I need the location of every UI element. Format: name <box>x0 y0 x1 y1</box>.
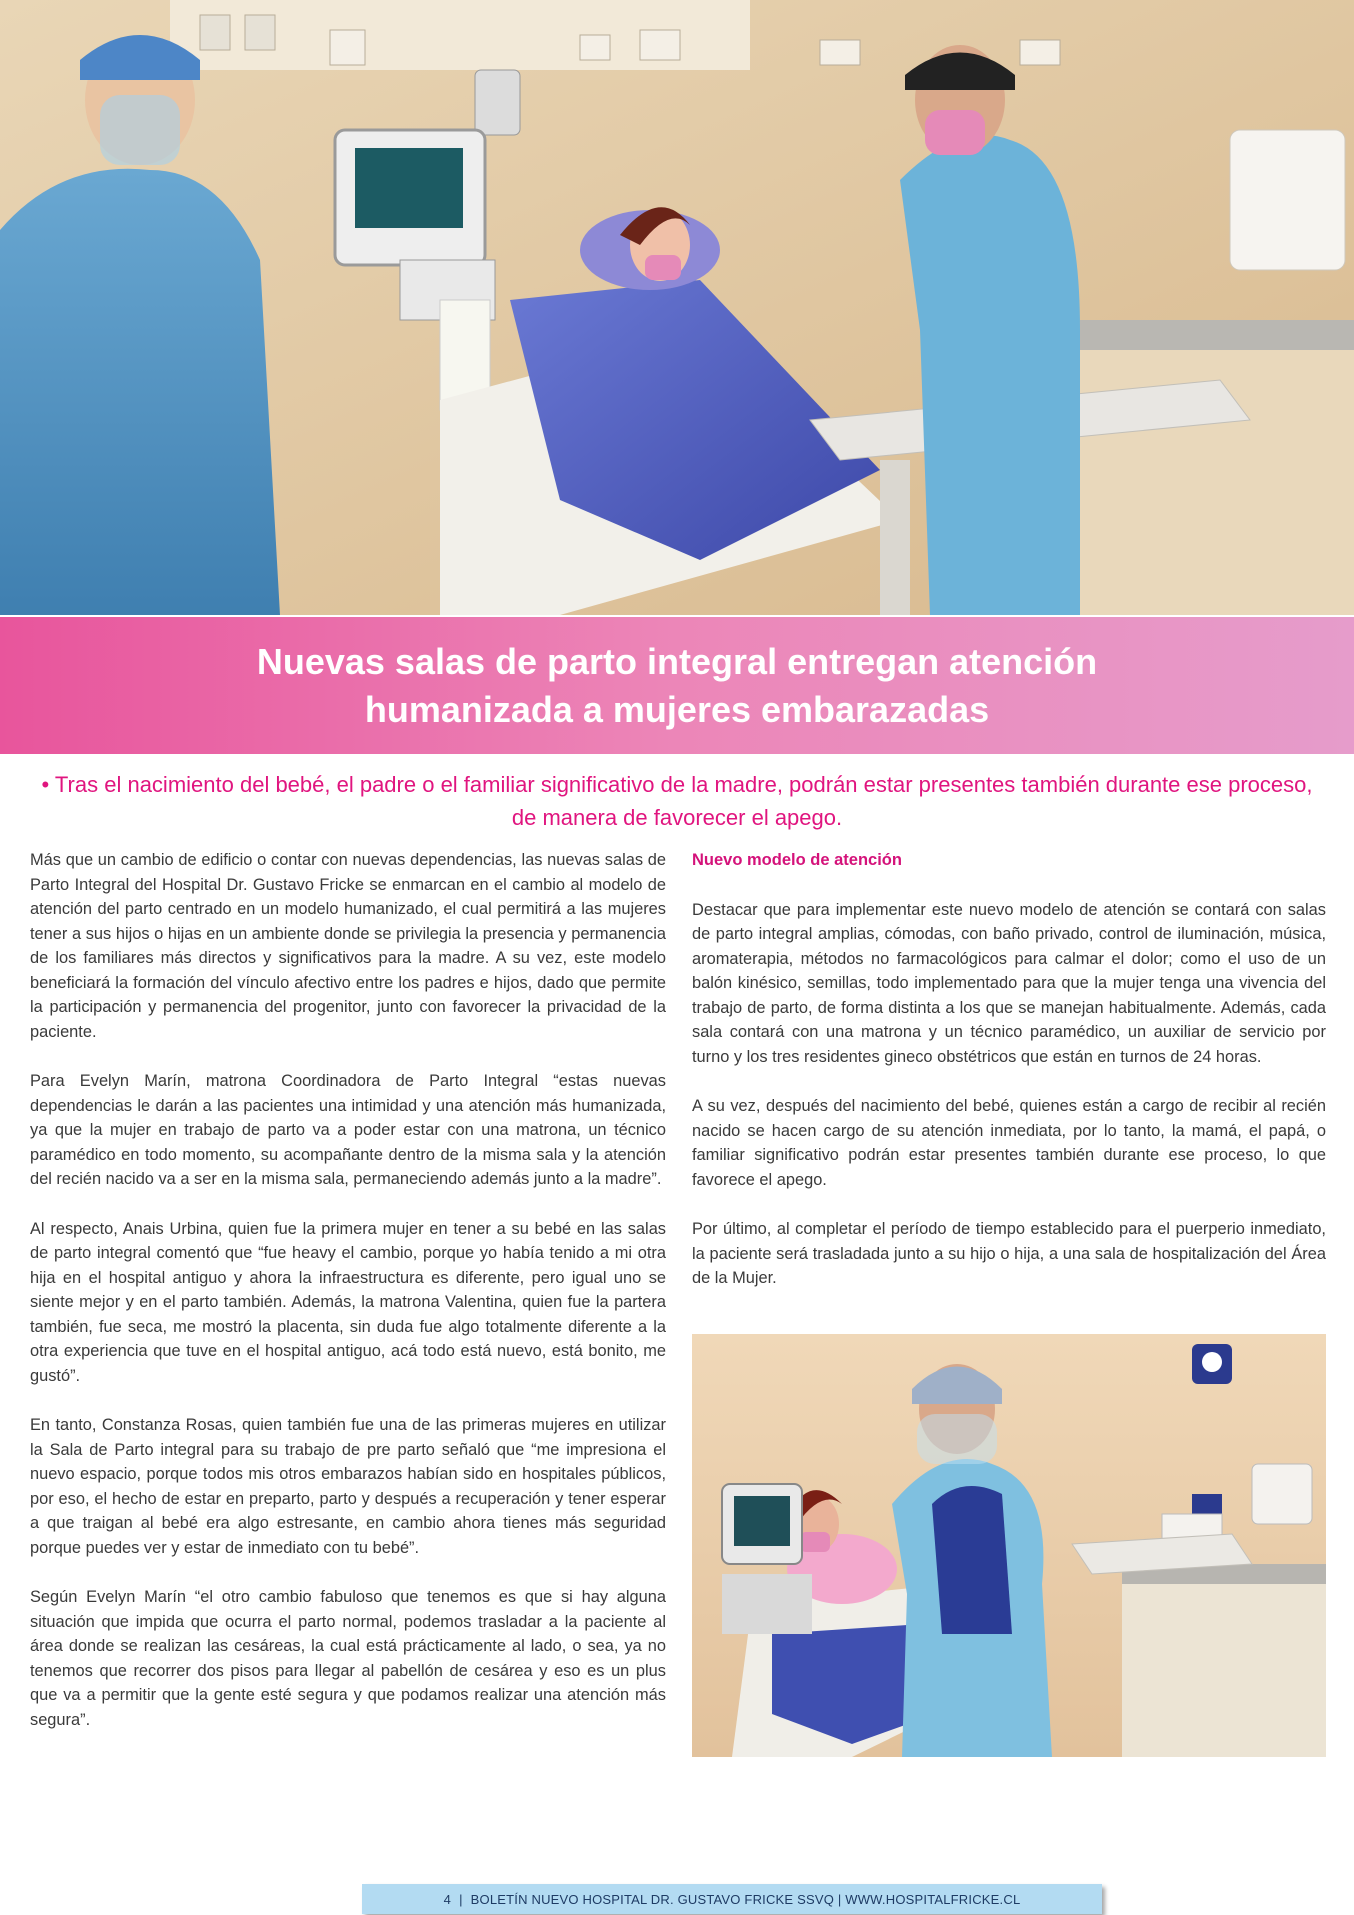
footer-text: BOLETÍN NUEVO HOSPITAL DR. GUSTAVO FRICKE SSVQ | WWW.HOSPITALFRICKE.CL <box>470 1891 1021 1907</box>
body-paragraph: Más que un cambio de edificio o contar con nuevas dependencias, las nuevas salas de Parto Integral del Hospital Dr. Gustavo Fricke se enmarcan en el cambio al modelo de atención del parto centrado en un modelo humanizado, el cual permitirá a las mujeres tener a sus hijos o hijas en un ambiente donde se privilegia la presencia y permanencia de los familiares más directos y significativos para la madre. A su vez, este modelo beneficiará la formación del vínculo afectivo entre los padres e hijos, dado que permite la participación y permanencia del progenitor, junto con favorecer la privacidad de la paciente. <box>30 851 666 1041</box>
article-title-line-1: Nuevas salas de parto integral entregan atención <box>256 640 1098 682</box>
body-paragraph: Por último, al completar el período de tiempo establecido para el puerperio inmediato, la paciente será trasladada junto a su hijo o hija, a una sala de hospitalización del Área de la Mujer. <box>692 1220 1326 1287</box>
body-paragraph: A su vez, después del nacimiento del bebé, quienes están a cargo de recibir al recién nacido se hacen cargo de su atención inmediata, por lo tanto, la mamá, el papá, o familiar significativo podrán estar presentes también durante ese proceso, lo que favorece el apego. <box>692 1097 1326 1189</box>
right-column <box>692 848 1326 1316</box>
body-paragraph: Destacar que para implementar este nuevo modelo de atención se contará con salas de parto integral amplias, cómodas, con baño privado, control de iluminación, música, aromaterapia, métodos no farmacológicos para calmar el dolor; como el uso de un balón kinésico, semillas, todo implementado para que la mujer tenga una vivencia del trabajo de parto, de forma distinta a los que se manejan habitualmente. Además, cada sala contará con una matrona y un técnico paramédico, un auxiliar de servicio por turno y los tres residentes gineco obstétricos que están en turnos de 24 horas. <box>692 900 1326 1066</box>
page-number: 4 <box>443 1891 452 1907</box>
secondary-photo-midwife-patient <box>692 1334 1326 1757</box>
body-paragraph: Al respecto, Anais Urbina, quien fue la primera mujer en tener a su bebé en las salas de parto integral comentó que “fue heavy el cambio, porque yo había tenido a mi otra hija en el hospital antiguo y ahora la infraestructura es diferente, pero igual uno se siente mejor y en el parto también. Además, la matrona Valentina, quien fue la partera también, fue seca, me mostró la placenta, sin duda fue algo totalmente diferente a la otra experiencia que tuve en el hospital antiguo, acá todo está nuevo, está bonito, me gustó”. <box>30 1219 666 1385</box>
body-paragraph: En tanto, Constanza Rosas, quien también fue una de las primeras mujeres en utilizar la Sala de Parto integral para su trabajo de pre parto señaló que “me impresiona el nuevo espacio, porque todos mis otros embarazos habían sido en hospitales públicos, por eso, el hecho de estar en preparto, parto y después a recuperación y tener esperar a que traigan al bebé era algo estresante, en cambio ahora tienes más seguridad porque puedes ver y estar de inmediato con tu bebé”. <box>30 1416 666 1557</box>
footer-separator: | <box>459 1891 463 1907</box>
section-heading: Nuevo modelo de atención <box>692 851 902 869</box>
body-paragraph: Según Evelyn Marín “el otro cambio fabuloso que tenemos es que si hay alguna situación que impida que ocurra el parto normal, podemos trasladar a la paciente al área donde se realizan las cesáreas, la cual está prácticamente al lado, o sea, ya no tenemos que recorrer dos pisos para llegar al pabellón de cesárea y eso es un plus que va a permitir que la gente esté segura y que podamos realizar una atención más segura”. <box>30 1588 666 1729</box>
page-footer <box>362 1884 1102 1914</box>
article-title-line-2: humanizada a mujeres embarazadas <box>364 688 990 730</box>
body-paragraph: Para Evelyn Marín, matrona Coordinadora de Parto Integral “estas nuevas dependencias le darán a las pacientes una intimidad y una atención más humanizada, ya que la mujer en trabajo de parto va a poder estar con una matrona, un técnico paramédico en todo momento, su acompañante dentro de la misma sala y la atención del recién nacido va a ser en la misma sala, permaneciendo además junto a la madre”. <box>30 1072 666 1188</box>
title-band <box>0 617 1354 754</box>
left-column <box>30 848 666 1757</box>
article-title <box>257 638 1097 734</box>
hero-photo-delivery-room <box>0 0 1354 615</box>
article-subtitle: • Tras el nacimiento del bebé, el padre o el familiar significativo de la madre, podrán estar presentes también durante ese proceso, de manera de favorecer el apego. <box>41 772 1313 830</box>
